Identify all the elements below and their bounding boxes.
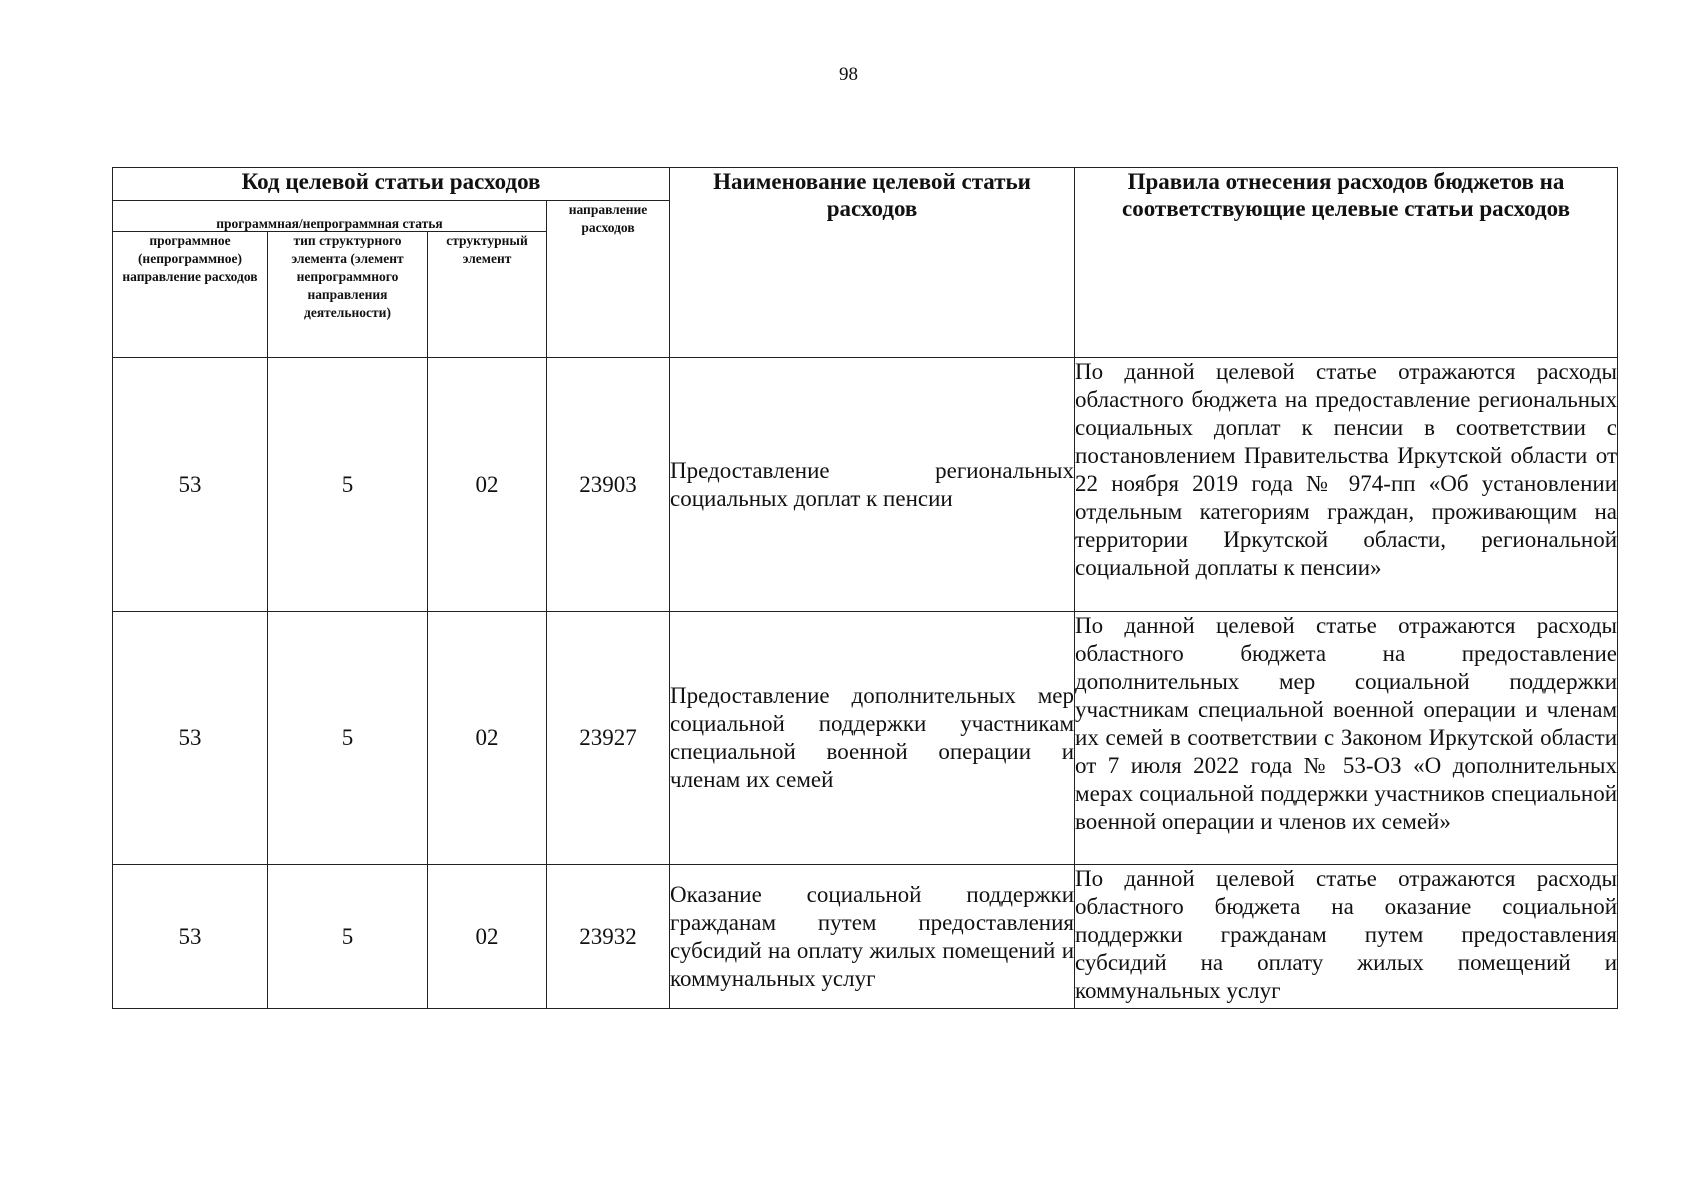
program-code-cell: 53 xyxy=(113,612,268,865)
article-rule-cell: По данной целевой статье отражаются расходы областного бюджета на предоставление региональных социальных доплат к пенсии в соответствии с постановлением Правительства Иркутской области от 22 ноября 2019 года № 974-пп «Об установлении отдельным категориям граждан, проживающим на территории Иркутской области, региональной социальной доплаты к пенсии» xyxy=(1075,358,1618,612)
table-row xyxy=(113,865,1618,1009)
direction-code-cell: 23927 xyxy=(547,612,670,865)
table-row xyxy=(113,612,1618,865)
rules-title-header: Правила отнесения расходов бюджетов на соответствующие целевые статьи расходов xyxy=(1075,168,1618,358)
article-rule-cell: По данной целевой статье отражаются расходы областного бюджета на оказание социальной поддержки гражданам путем предоставления субсидий на оплату жилых помещений и коммунальных услуг xyxy=(1075,865,1618,1009)
name-title-header: Наименование целевой статьи расходов xyxy=(670,168,1075,358)
type-code-cell: 5 xyxy=(268,865,428,1009)
element-code-cell: 02 xyxy=(428,358,547,612)
element-code-cell: 02 xyxy=(428,612,547,865)
type-code-cell: 5 xyxy=(268,612,428,865)
article-rule-cell: По данной целевой статье отражаются расходы областного бюджета на предоставление дополнительных мер социальной поддержки участникам специальной военной операции и членам их семей в соответствии с Законом Иркутской области от 7 июля 2022 года № 53-ОЗ «О дополнительных мерах социальной поддержки участников специальной военной операции и членов их семей» xyxy=(1075,612,1618,865)
structural-element-header: структурный элемент xyxy=(428,232,547,358)
program-direction-header: программное (непрограммное) направление расходов xyxy=(113,232,268,358)
structural-type-header: тип структурного элемента (элемент непрограммного направления деятельности) xyxy=(268,232,428,358)
budget-classification-table xyxy=(112,167,1618,1009)
program-code-cell: 53 xyxy=(113,358,268,612)
article-name-cell: Предоставление региональных социальных доплат к пенсии xyxy=(670,358,1075,612)
expense-direction-header: направление расходов xyxy=(547,201,670,358)
direction-code-cell: 23932 xyxy=(547,865,670,1009)
program-code-cell: 53 xyxy=(113,865,268,1009)
code-title-header: Код целевой статьи расходов xyxy=(113,168,670,201)
article-name-cell: Оказание социальной поддержки гражданам путем предоставления субсидий на оплату жилых помещений и коммунальных услуг xyxy=(670,865,1075,1009)
table-row xyxy=(113,358,1618,612)
program-group-header: программная/непрограммная статья xyxy=(113,201,547,232)
element-code-cell: 02 xyxy=(428,865,547,1009)
direction-code-cell: 23903 xyxy=(547,358,670,612)
page-number: 98 xyxy=(839,64,858,85)
type-code-cell: 5 xyxy=(268,358,428,612)
article-name-cell: Предоставление дополнительных мер социальной поддержки участникам специальной военной операции и членам их семей xyxy=(670,612,1075,865)
header-row-top xyxy=(113,168,1618,201)
